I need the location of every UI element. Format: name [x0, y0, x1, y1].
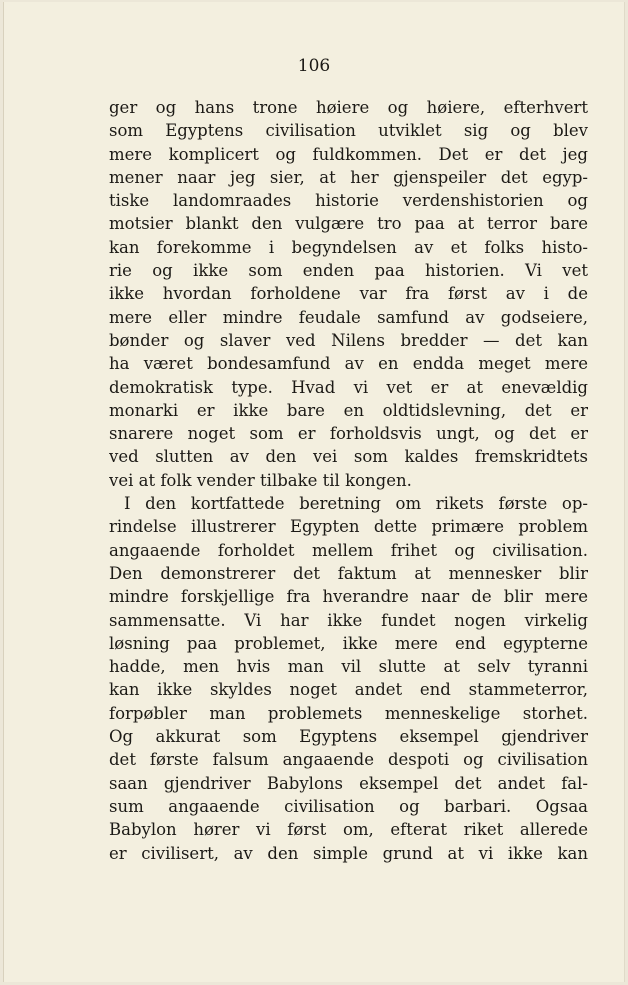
- text-line: motsier blankt den vulgære tro paa at terror bare: [109, 214, 588, 234]
- text-line: løsning paa problemet, ikke mere end egypterne: [109, 633, 588, 653]
- text-line: ha været bondesamfund av en endda meget mere: [109, 354, 588, 374]
- text-line: hadde, men hvis man vil slutte at selv tyranni: [109, 657, 588, 677]
- text-line: som Egyptens civilisation utviklet sig og blev: [109, 121, 588, 141]
- text-line: demokratisk type. Hvad vi vet er at enevældig: [109, 377, 588, 397]
- text-line: kan ikke skyldes noget andet end stammeterror,: [109, 680, 588, 700]
- text-line: monarki er ikke bare en oldtidslevning, det er: [109, 400, 588, 420]
- text-line: tiske landomraades historie verdenshistorien og: [109, 191, 588, 211]
- text-line: ger og hans trone høiere og høiere, efterhvert: [109, 98, 588, 117]
- text-line: Den demonstrerer det faktum at mennesker blir: [109, 563, 588, 583]
- text-line: kan forekomme i begyndelsen av et folks histo-: [109, 237, 588, 257]
- text-line: Babylon hører vi først om, efterat riket allerede: [109, 820, 588, 840]
- text-line: rindelse illustrerer Egypten dette primære problem: [109, 517, 588, 537]
- text-line: mener naar jeg sier, at her gjenspeiler det egyp-: [109, 167, 588, 187]
- body-text: [109, 96, 588, 865]
- text-line: forpøbler man problemets menneskelige storhet.: [109, 703, 588, 723]
- text-line: det første falsum angaaende despoti og civilisation: [109, 750, 588, 770]
- text-line: mere komplicert og fuldkommen. Det er det jeg: [109, 144, 588, 164]
- text-line: mere eller mindre feudale samfund av godseiere,: [109, 307, 588, 327]
- text-line: angaaende forholdet mellem frihet og civilisation.: [109, 540, 588, 560]
- text-line: ved slutten av den vei som kaldes fremskridtets: [109, 447, 588, 467]
- text-line: sum angaaende civilisation og barbari. Ogsaa: [109, 796, 588, 816]
- page-number: 106: [297, 56, 331, 76]
- text-line: ikke hvordan forholdene var fra først av i de: [109, 284, 588, 304]
- text-line: mindre forskjellige fra hverandre naar de blir mere: [109, 587, 588, 607]
- paragraph-start-line: I den kortfattede beretning om rikets første op-: [124, 494, 588, 514]
- text-line: rie og ikke som enden paa historien. Vi vet: [109, 261, 588, 281]
- text-line: er civilisert, av den simple grund at vi ikke kan: [109, 843, 588, 863]
- text-line: Og akkurat som Egyptens eksempel gjendriver: [109, 727, 588, 747]
- text-line: snarere noget som er forholdsvis ungt, og det er: [109, 424, 588, 444]
- paragraph-end-line: vei at folk vender tilbake til kongen.: [109, 470, 412, 490]
- text-line: saan gjendriver Babylons eksempel det andet fal-: [109, 773, 588, 793]
- text-line: sammensatte. Vi har ikke fundet nogen virkelig: [109, 610, 588, 630]
- text-line: bønder og slaver ved Nilens bredder — det kan: [109, 330, 588, 350]
